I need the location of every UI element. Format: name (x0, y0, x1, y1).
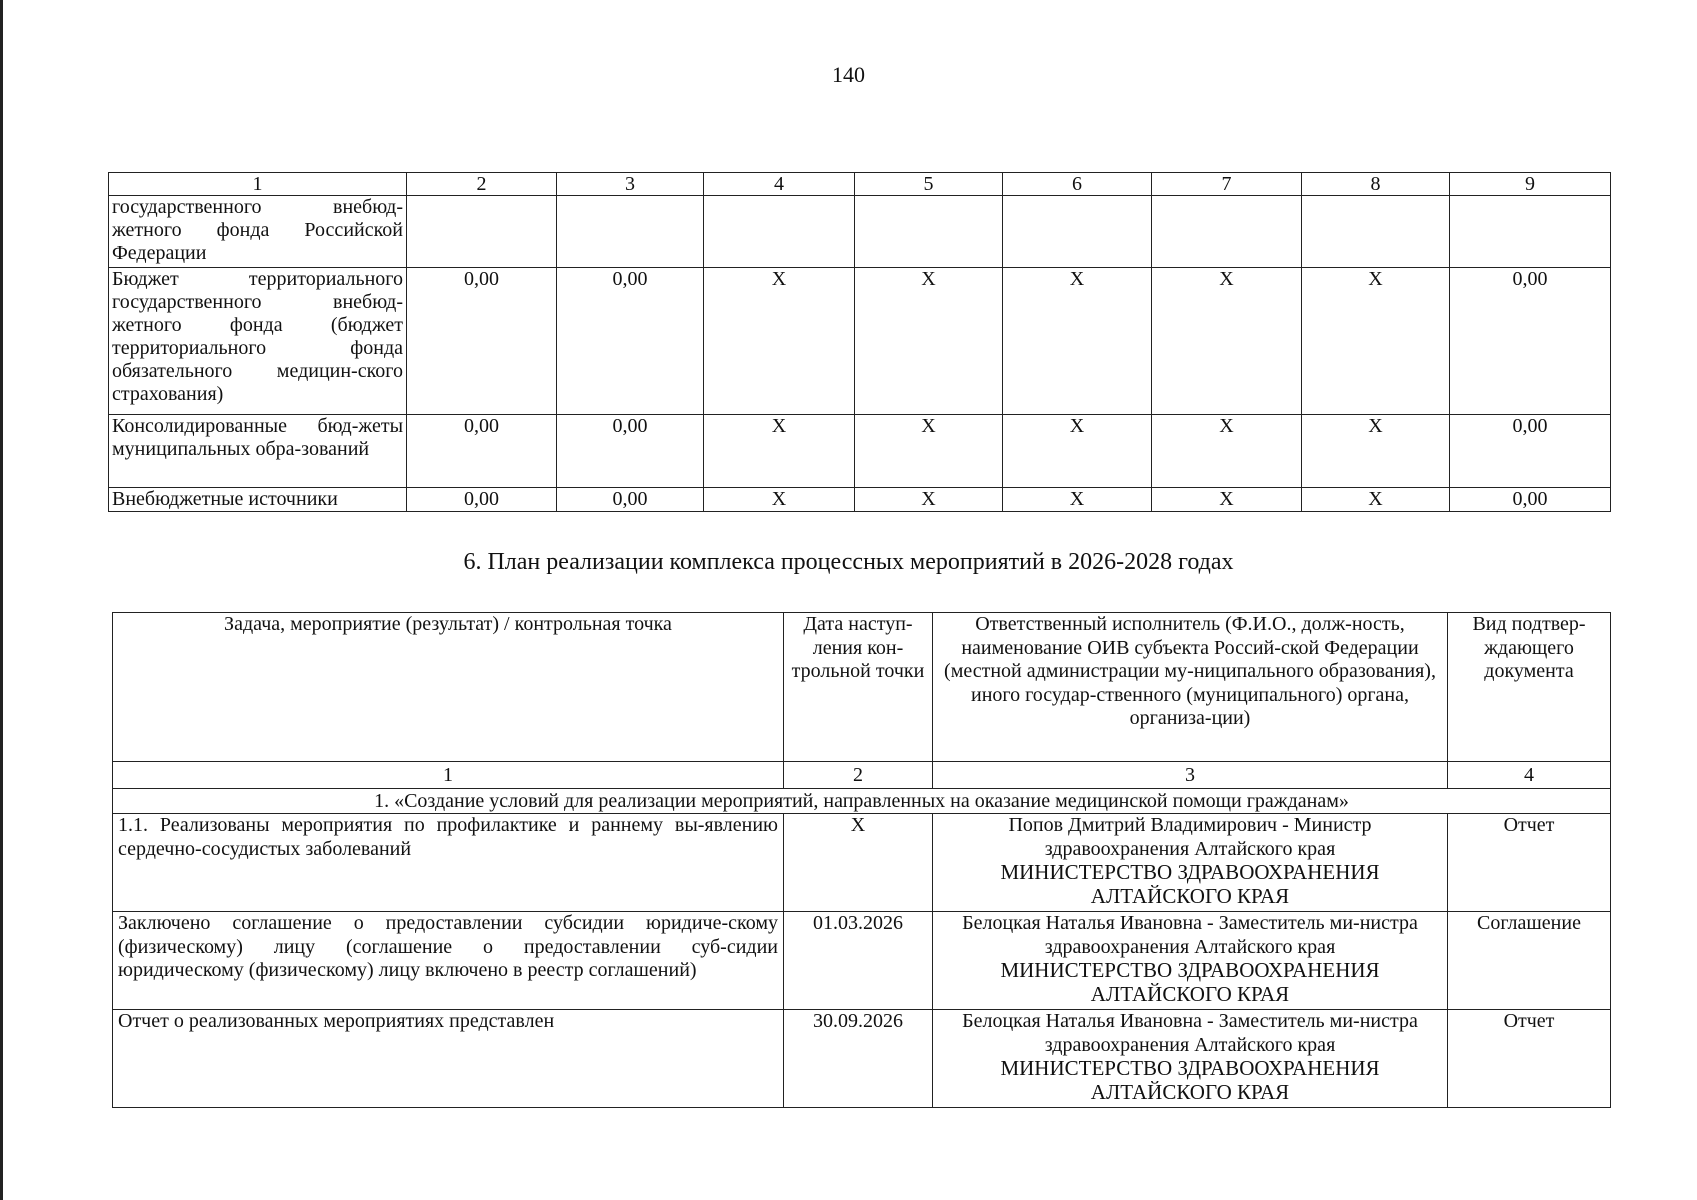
header-executor: Ответственный исполнитель (Ф.И.О., долж-ность, наименование ОИВ субъекта Россий-ской Федерации (местной администрации му-ниципального образования), иного государ-ственного (муниципального) органа, организа-ции) (933, 613, 1448, 762)
cell (1450, 196, 1611, 268)
cell: X (855, 268, 1003, 415)
col-number: 2 (784, 762, 933, 789)
table-row (109, 488, 1611, 512)
table-row (109, 415, 1611, 488)
col-number: 8 (1302, 173, 1450, 196)
cell: X (1302, 488, 1450, 512)
col-number: 1 (113, 762, 784, 789)
cell: X (855, 415, 1003, 488)
executor-cell (933, 912, 1448, 1010)
cell (557, 196, 704, 268)
table-row (113, 1010, 1611, 1108)
budget-table (108, 172, 1611, 512)
cell (1302, 196, 1450, 268)
executor-person: Белоцкая Наталья Ивановна - Заместитель ми-нистра здравоохранения Алтайского края (962, 912, 1418, 958)
header-date: Дата наступ-ления кон-трольной точки (784, 613, 933, 762)
col-number: 5 (855, 173, 1003, 196)
cell: X (1152, 415, 1302, 488)
scan-edge (0, 0, 3, 1200)
task-cell: Заключено соглашение о предоставлении субсидии юридиче-скому (физическому) лицу (соглашение о предоставлении суб-сидии юридическому (физическому) лицу включено в реестр соглашений) (113, 912, 784, 1010)
header-task: Задача, мероприятие (результат) / контрольная точка (113, 613, 784, 762)
col-number: 3 (933, 762, 1448, 789)
col-number: 3 (557, 173, 704, 196)
group-row (113, 789, 1611, 814)
header-row (113, 613, 1611, 762)
table-row (109, 196, 1611, 268)
section-title: 6. План реализации комплекса процессных мероприятий в 2026-2028 годах (463, 549, 1234, 575)
document-cell: Отчет (1448, 814, 1611, 912)
cell: 0,00 (407, 268, 557, 415)
cell (407, 196, 557, 268)
executor-cell (933, 814, 1448, 912)
column-numbers-row (109, 173, 1611, 196)
cell: X (1003, 488, 1152, 512)
cell: X (704, 268, 855, 415)
cell: 0,00 (1450, 488, 1611, 512)
cell: 0,00 (557, 488, 704, 512)
group-title: 1. «Создание условий для реализации мероприятий, направленных на оказание медицинской помощи гражданам» (113, 789, 1611, 814)
cell: 0,00 (407, 488, 557, 512)
col-number: 4 (704, 173, 855, 196)
header-document: Вид подтвер-ждающего документа (1448, 613, 1611, 762)
executor-person: Белоцкая Наталья Ивановна - Заместитель ми-нистра здравоохранения Алтайского края (962, 1010, 1418, 1056)
col-number: 4 (1448, 762, 1611, 789)
cell: 0,00 (557, 268, 704, 415)
cell: X (1003, 268, 1152, 415)
executor-org: МИНИСТЕРСТВО ЗДРАВООХРАНЕНИЯ АЛТАЙСКОГО КРАЯ (1000, 1056, 1380, 1104)
cell (704, 196, 855, 268)
col-number: 9 (1450, 173, 1611, 196)
executor-org: МИНИСТЕРСТВО ЗДРАВООХРАНЕНИЯ АЛТАЙСКОГО КРАЯ (1000, 958, 1380, 1006)
cell: X (704, 488, 855, 512)
cell: X (855, 488, 1003, 512)
date-cell: 30.09.2026 (784, 1010, 933, 1108)
cell (855, 196, 1003, 268)
cell: X (704, 415, 855, 488)
col-number: 6 (1003, 173, 1152, 196)
row-label: государственного внебюд-жетного фонда Российской Федерации (109, 196, 407, 268)
table-row (113, 814, 1611, 912)
executor-person: Попов Дмитрий Владимирович - Министр здравоохранения Алтайского края (1008, 814, 1372, 860)
cell (1152, 196, 1302, 268)
cell: X (1003, 415, 1152, 488)
col-number: 2 (407, 173, 557, 196)
table-row (109, 268, 1611, 415)
column-numbers-row (113, 762, 1611, 789)
cell: X (1302, 415, 1450, 488)
row-label: Бюджет территориального государственного внебюд-жетного фонда (бюджет территориального фонда обязательного медицин-ского страхования) (109, 268, 407, 415)
row-label: Внебюджетные источники (109, 488, 407, 512)
document-cell: Отчет (1448, 1010, 1611, 1108)
cell: X (1152, 268, 1302, 415)
cell: X (1302, 268, 1450, 415)
col-number: 7 (1152, 173, 1302, 196)
task-cell: 1.1. Реализованы мероприятия по профилактике и раннему вы-явлению сердечно-сосудистых заболеваний (113, 814, 784, 912)
cell (1003, 196, 1152, 268)
task-cell: Отчет о реализованных мероприятиях представлен (113, 1010, 784, 1108)
col-number: 1 (109, 173, 407, 196)
cell: 0,00 (407, 415, 557, 488)
cell: X (1152, 488, 1302, 512)
plan-table (112, 612, 1611, 1108)
cell: 0,00 (1450, 415, 1611, 488)
date-cell: 01.03.2026 (784, 912, 933, 1010)
table-row (113, 912, 1611, 1010)
executor-cell (933, 1010, 1448, 1108)
cell: 0,00 (1450, 268, 1611, 415)
page-number: 140 (832, 62, 865, 87)
cell: 0,00 (557, 415, 704, 488)
document-cell: Соглашение (1448, 912, 1611, 1010)
row-label: Консолидированные бюд-жеты муниципальных обра-зований (109, 415, 407, 488)
date-cell: X (784, 814, 933, 912)
executor-org: МИНИСТЕРСТВО ЗДРАВООХРАНЕНИЯ АЛТАЙСКОГО КРАЯ (1000, 860, 1380, 908)
